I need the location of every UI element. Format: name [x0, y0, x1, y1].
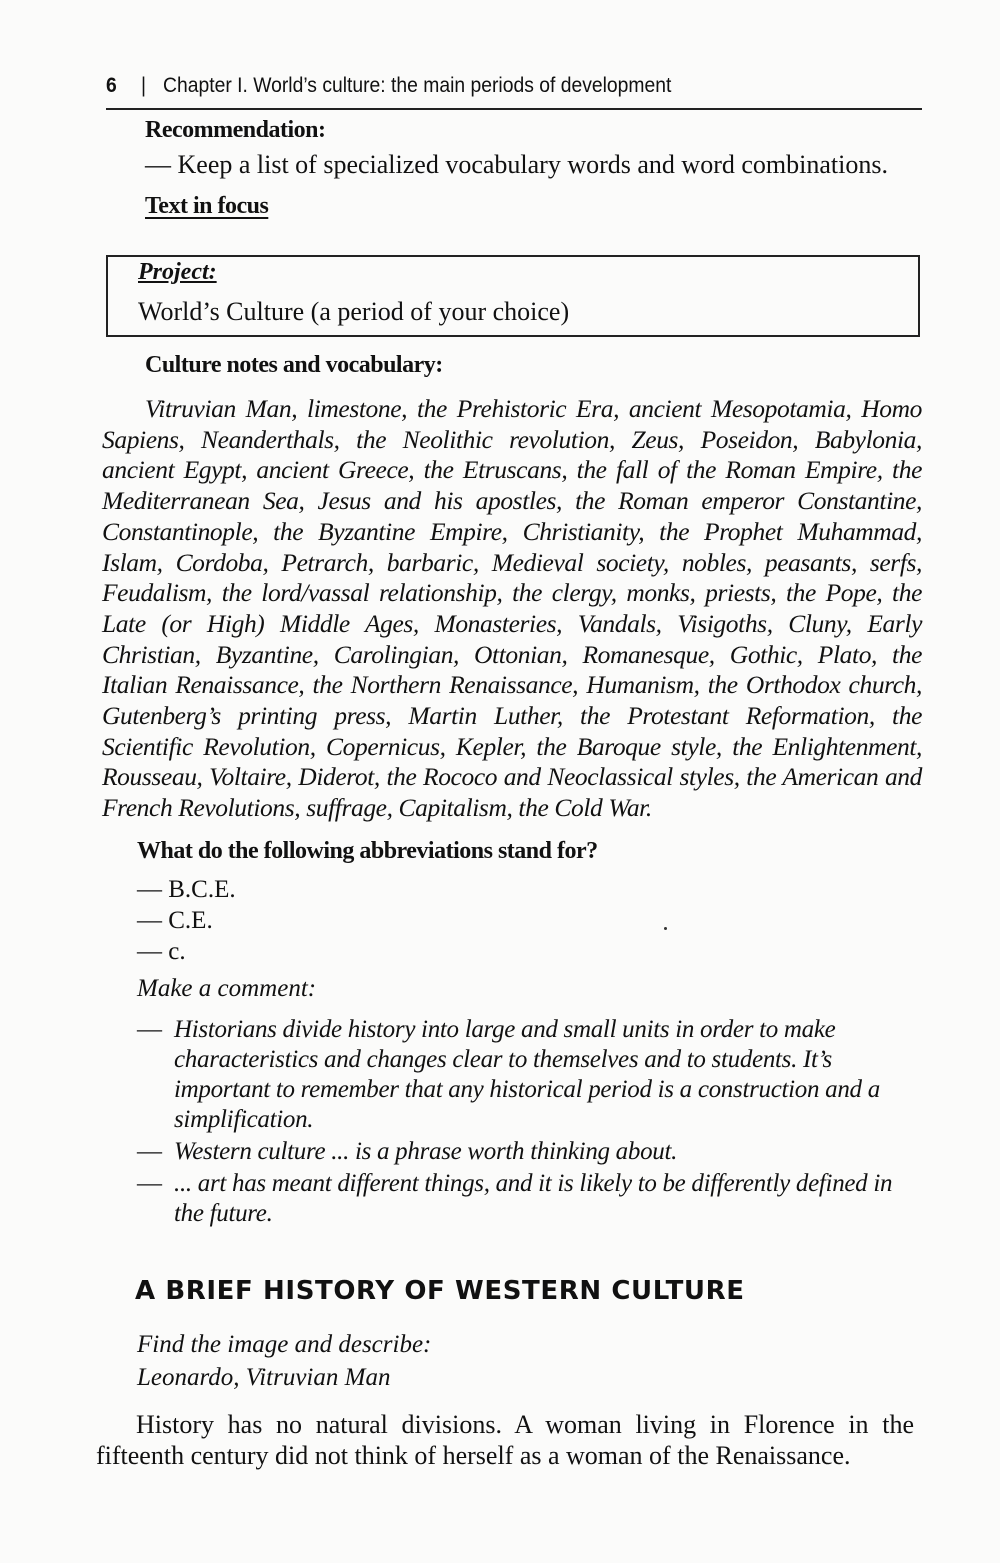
- list-item: [137, 1015, 919, 1135]
- project-text: World’s Culture (a period of your choice): [138, 297, 570, 326]
- find-image-prompt: [137, 1328, 953, 1394]
- section-title: A BRIEF HISTORY OF WESTERN CULTURE: [135, 1276, 745, 1306]
- print-speck: [664, 927, 667, 930]
- comment-list: [137, 1015, 919, 1231]
- project-box: [106, 255, 920, 337]
- recommendation-item: — Keep a list of specialized vocabulary words and word combinations.: [145, 150, 888, 179]
- list-item: — B.C.E.: [137, 876, 236, 903]
- text-in-focus-heading: Text in focus: [145, 193, 269, 219]
- list-item: [137, 1169, 919, 1229]
- header-rule: [106, 108, 922, 110]
- comment-text: Western culture ... is a phrase worth thinking about.: [174, 1138, 678, 1165]
- chapter-title: Chapter I. World’s culture: the main periods of development: [163, 74, 672, 97]
- list-dash: —: [137, 1170, 162, 1197]
- list-dash: —: [137, 1138, 162, 1165]
- list-item: — c.: [137, 938, 186, 965]
- find-prompt: Find the image and describe:: [137, 1331, 432, 1358]
- abbreviations-heading: What do the following abbreviations stand for?: [137, 838, 598, 864]
- comment-heading: Make a comment:: [137, 975, 317, 1002]
- find-item: Leonardo, Vitruvian Man: [137, 1364, 391, 1391]
- recommendation-heading: Recommendation:: [145, 117, 326, 143]
- abbreviations-list: [137, 874, 953, 967]
- running-header: [106, 72, 857, 100]
- culture-notes-heading: Culture notes and vocabulary:: [145, 352, 443, 378]
- vocabulary-paragraph: Vitruvian Man, limestone, the Prehistoric Era, ancient Mesopotamia, Homo Sapiens, Neanderthals, the Neolithic revolution, Zeus, Poseidon, Babylonia, ancient Egypt, ancient Greece, the Etruscans, the fall of the Roman Empire, the Mediterranean Sea, Jesus and his apostles, the Roman emperor Constantine, Constantinople, the Byzantine Empire, Christianity, the Prophet Muhammad, Islam, Cordoba, Petrarch, barbaric, Medieval society, nobles, peasants, serfs, Feudalism, the lord/vassal relationship, the clergy, monks, priests, the Pope, the Late (or High) Middle Ages, Monasteries, Vandals, Visigoths, Cluny, Early Christian, Byzantine, Carolingian, Ottonian, Romanesque, Gothic, Plato, the Italian Renaissance, the Northern Renaissance, Humanism, the Orthodox church, Gutenberg’s printing press, Martin Luther, the Protestant Reformation, the Scientific Revolution, Copernicus, Kepler, the Baroque style, the Enlightenment, Rousseau, Voltaire, Diderot, the Rococo and Neoclassical styles, the American and French Revolutions, suffrage, Capitalism, the Cold War.: [102, 394, 922, 823]
- header-separator: |: [140, 74, 146, 97]
- comment-text: ... art has meant different things, and it is likely to be differently defined in the future.: [174, 1170, 893, 1227]
- list-item: [137, 1137, 919, 1167]
- comment-text: Historians divide history into large and small units in order to make characteristics and changes clear to themselves and to students. It’s important to remember that any historical period is a construction and a simplification.: [174, 1016, 880, 1133]
- list-item: — C.E.: [137, 907, 213, 934]
- list-dash: —: [137, 1016, 162, 1043]
- body-paragraph: History has no natural divisions. A woman living in Florence in the fifteenth century did not think of herself as a woman of the Renaissance.: [96, 1410, 914, 1470]
- project-label: Project:: [138, 259, 217, 285]
- page-number: 6: [106, 74, 117, 97]
